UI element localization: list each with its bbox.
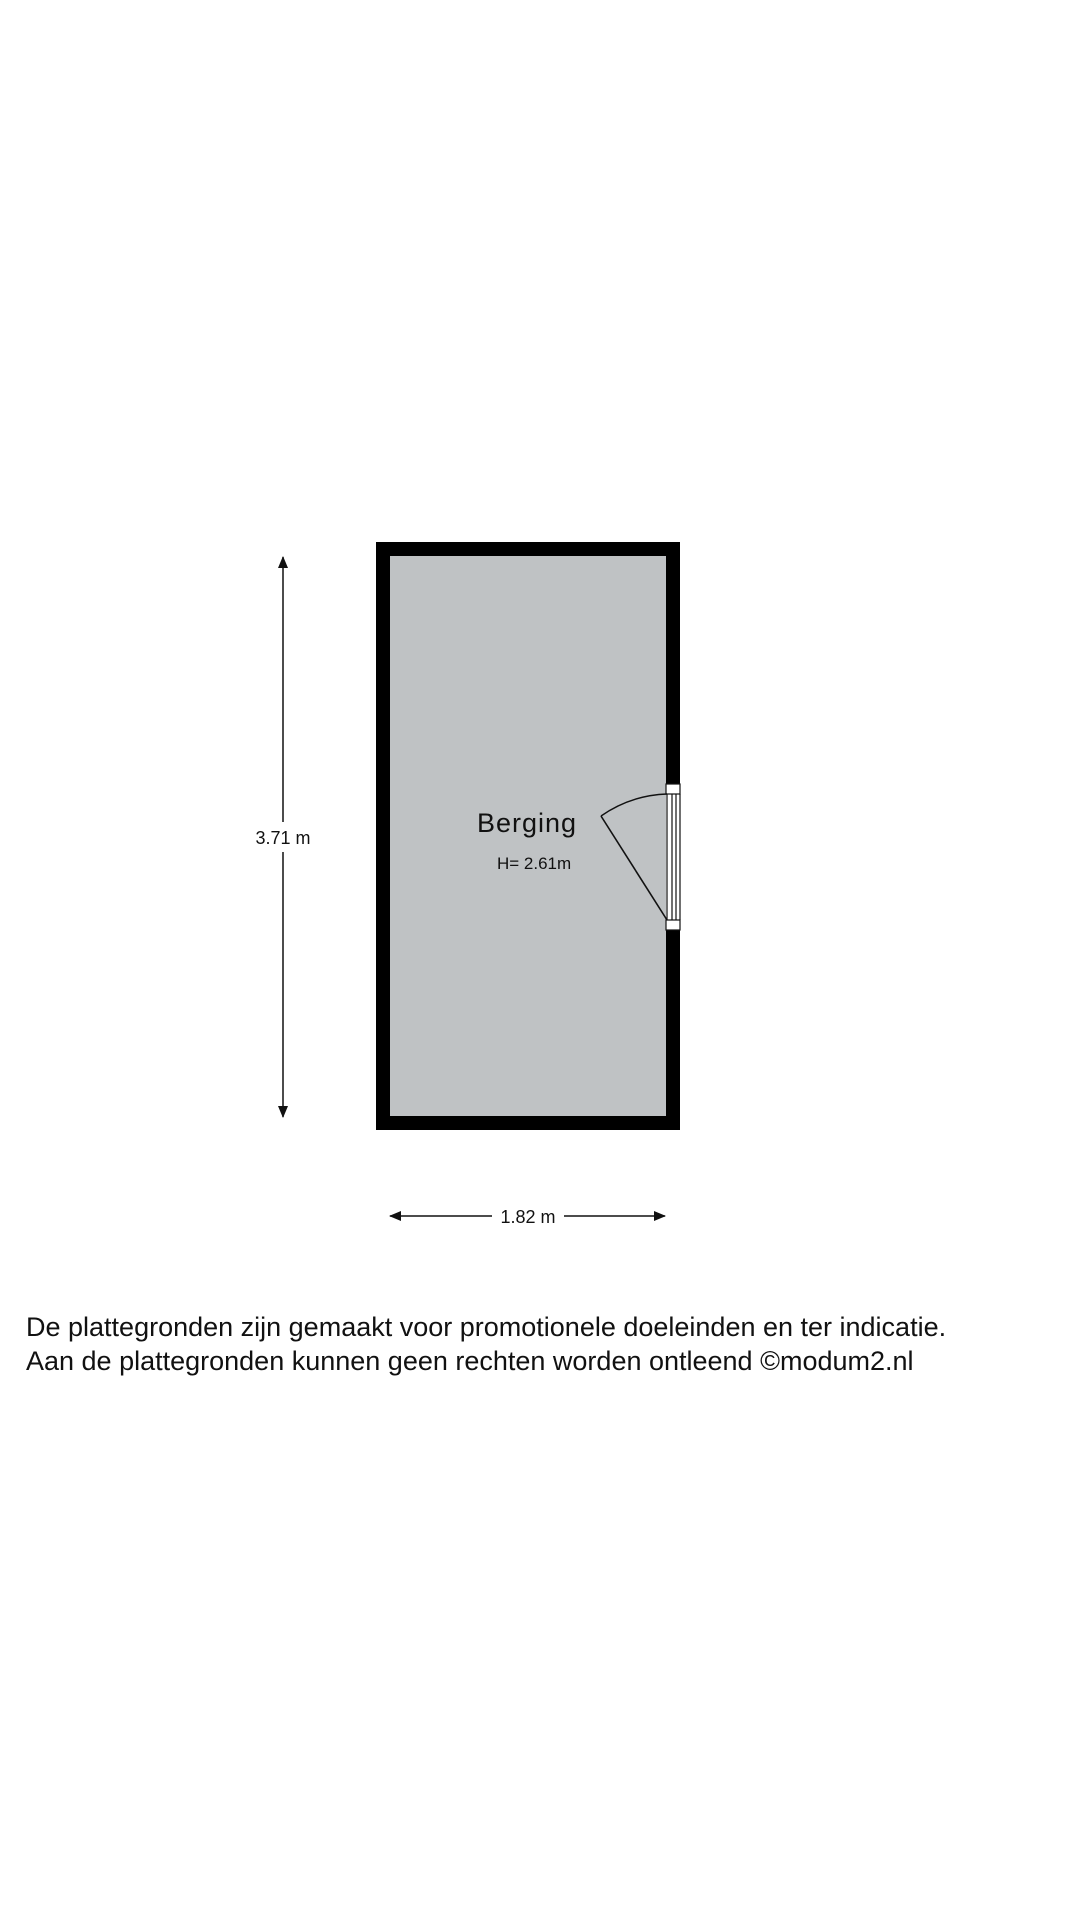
disclaimer xyxy=(26,1310,1066,1378)
room-height-label: H= 2.61m xyxy=(497,854,572,873)
disclaimer-line-1: De plattegronden zijn gemaakt voor promotionele doeleinden en ter indicatie. xyxy=(26,1312,947,1342)
dimension-height-label: 3.71 m xyxy=(255,828,311,848)
room-name: Berging xyxy=(477,808,578,838)
door-opening xyxy=(666,784,680,930)
door-jamb-top xyxy=(666,784,680,794)
dimension-width-label: 1.82 m xyxy=(500,1207,556,1227)
door-jamb-bottom xyxy=(666,920,680,930)
dimension-height xyxy=(255,557,310,1117)
disclaimer-line-2: Aan de plattegronden kunnen geen rechten worden ontleend ©modum2.nl xyxy=(26,1346,914,1376)
dimension-width xyxy=(390,1207,665,1227)
